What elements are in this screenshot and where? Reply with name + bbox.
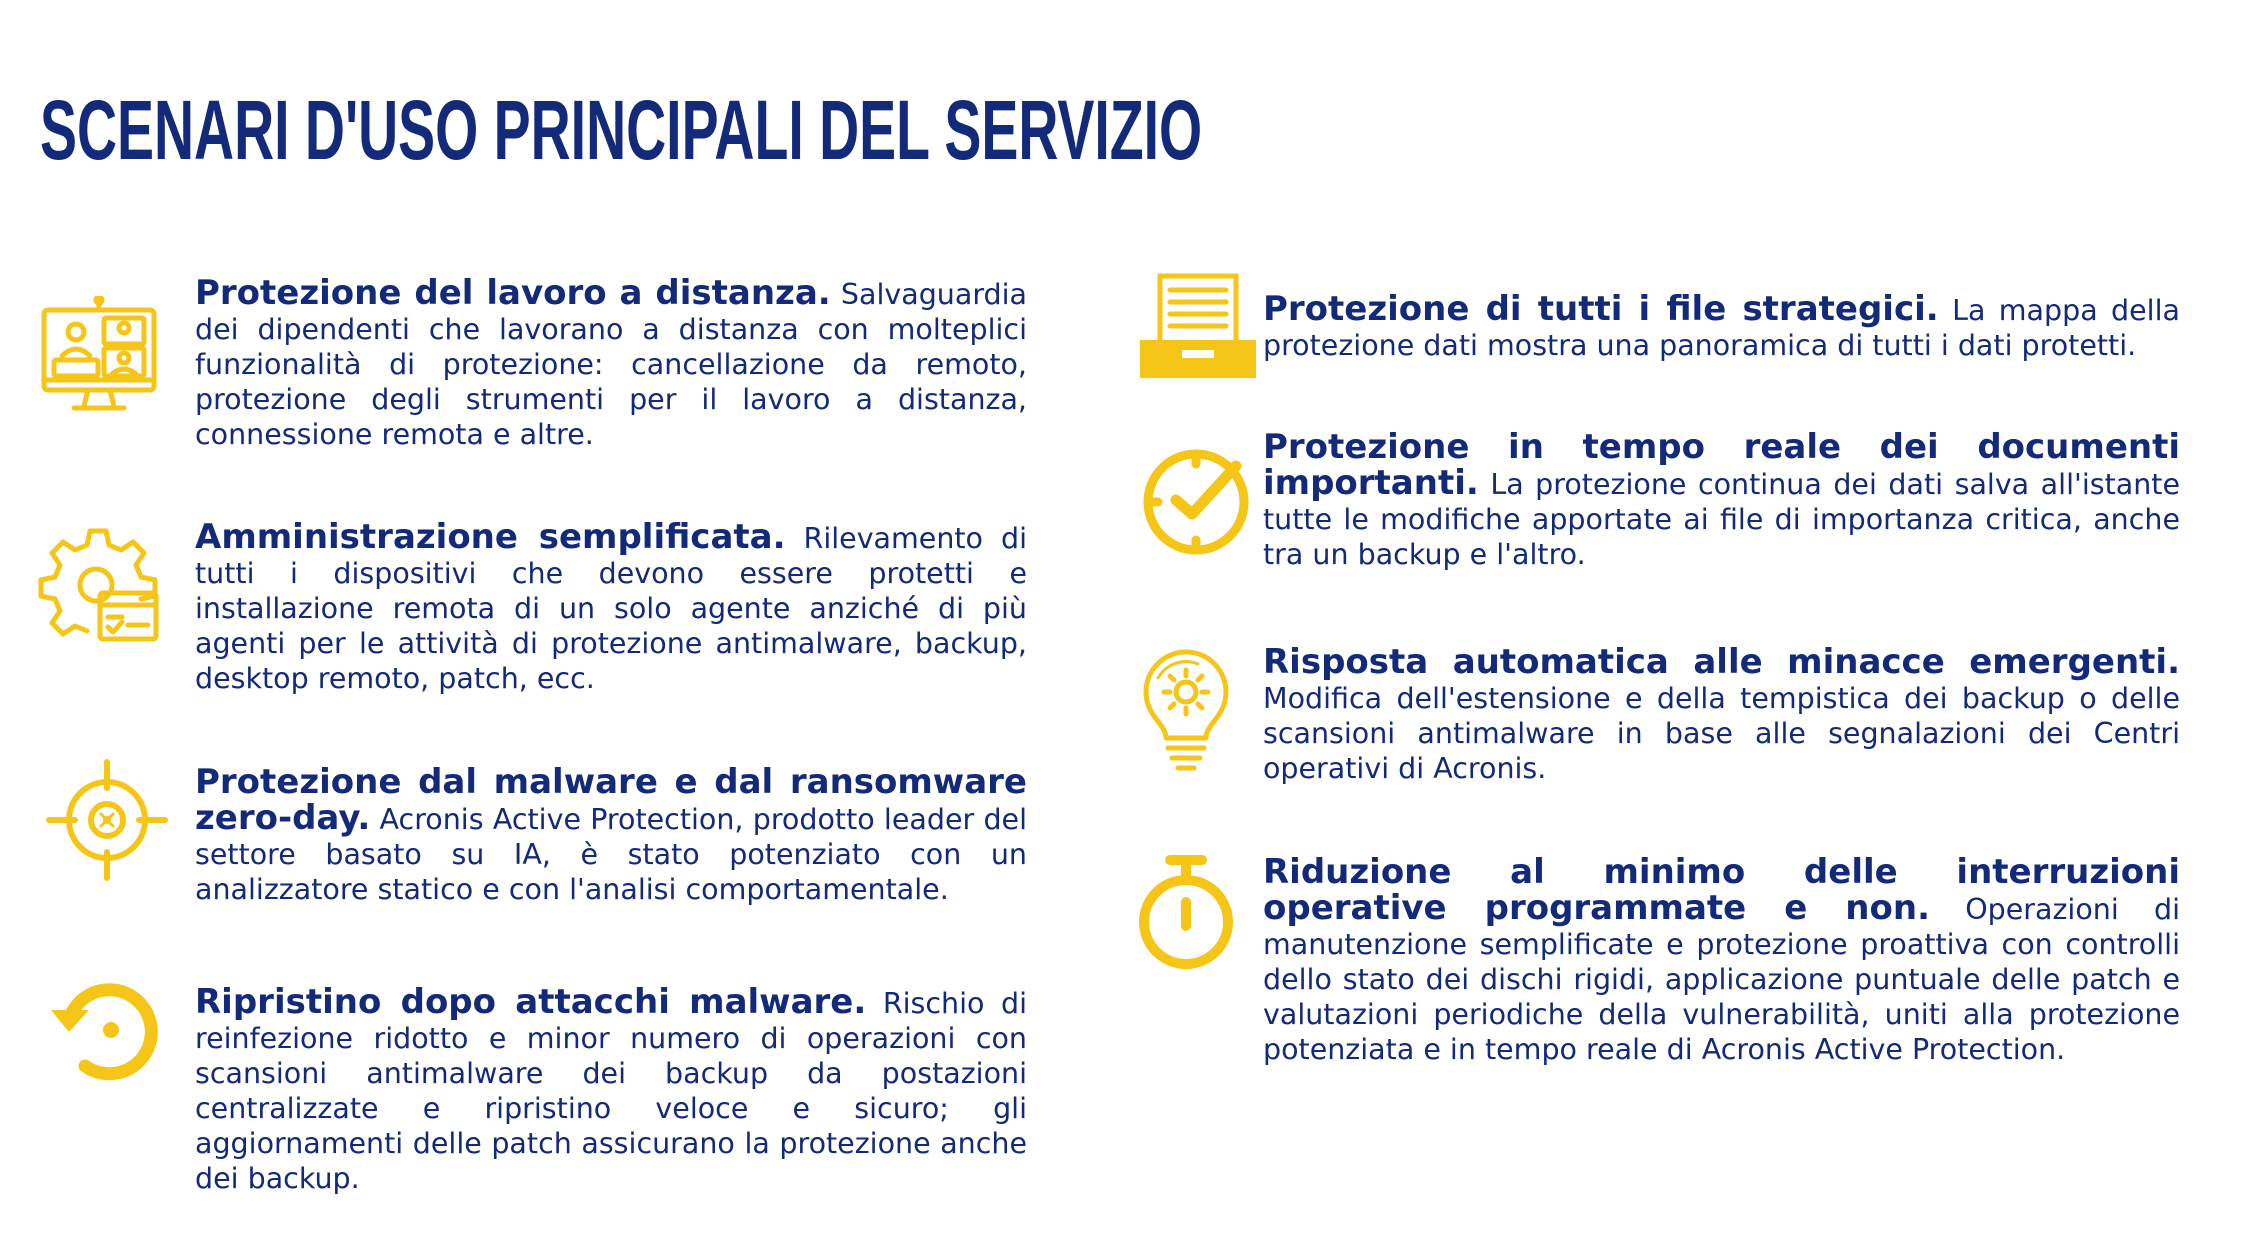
restore-icon	[45, 968, 169, 1092]
clock-check-icon	[1136, 438, 1260, 562]
feature-text	[1263, 427, 2180, 572]
feature-body: Salvaguardia dei dipendenti che lavorano a distanza con molteplici funzionalità di protezione: cancellazione da remoto, protezione degli strumenti per il lavoro a distanza, connessione remota e altre.	[195, 278, 1028, 451]
target-icon	[45, 758, 169, 882]
feature-text	[1263, 289, 2180, 363]
remote-work-icon	[38, 296, 162, 420]
feature-text	[1263, 642, 2180, 786]
feature-body: Modifica dell'estensione e della tempistica dei backup o delle scansioni antimalware in base alle segnalazioni dei Centri operativi di Acronis.	[1263, 682, 2180, 785]
feature-lead: Risposta automatica alle minacce emergenti.	[1263, 642, 2180, 682]
feature-body: Operazioni di manutenzione semplificate e protezione proattiva con controlli dello stato dei dischi rigidi, applicazione puntuale delle patch e valutazioni periodiche della vulnerabilità, uniti alla protezione potenziata e in tempo reale di Acronis Active Protection.	[1263, 893, 2180, 1066]
feature-body: Acronis Active Protection, prodotto leader del settore basato su IA, è stato potenziato con un analizzatore statico e con l'analisi comportamentale.	[195, 803, 1027, 906]
feature-text	[195, 762, 1027, 907]
feature-lead: Amministrazione semplificata.	[195, 517, 786, 557]
feature-text	[195, 517, 1027, 696]
feature-lead: Ripristino dopo attacchi malware.	[195, 982, 867, 1022]
feature-body: La protezione continua dei dati salva all'istante tutte le modifiche apportate ai file di importanza critica, anche tra un backup e l'altro.	[1263, 468, 2180, 571]
feature-text	[195, 982, 1027, 1196]
feature-body: Rischio di reinfezione ridotto e minor numero di operazioni con scansioni antimalware dei backup da postazioni centralizzate e ripristino veloce e sicuro; gli aggiornamenti delle patch assicurano la protezione anche dei backup.	[195, 987, 1027, 1195]
feature-body: La mappa della protezione dati mostra una panoramica di tutti i dati protetti.	[1263, 294, 2180, 362]
lightbulb-gear-icon	[1124, 648, 1248, 772]
feature-lead: Protezione di tutti i file strategici.	[1263, 289, 1939, 329]
feature-lead: Riduzione al minimo delle interruzioni operative programmate e non.	[1263, 852, 2180, 928]
feature-body: Rilevamento di tutti i dispositivi che devono essere protetti e installazione remota di un solo agente anziché di più agenti per le attività di protezione antimalware, backup, desktop remoto, patch, ecc.	[195, 522, 1027, 695]
feature-text	[195, 273, 1028, 452]
feature-lead: Protezione dal malware e dal ransomware zero-day.	[195, 762, 1027, 838]
file-archive-icon	[1136, 270, 1260, 394]
stopwatch-icon	[1124, 852, 1248, 976]
feature-text	[1263, 852, 2180, 1067]
feature-lead: Protezione del lavoro a distanza.	[195, 273, 831, 313]
page-title: SCENARI D'USO PRINCIPALI DEL SERVIZIO	[40, 83, 1203, 177]
feature-lead: Protezione in tempo reale dei documenti importanti.	[1263, 427, 2180, 503]
gear-settings-icon	[38, 525, 162, 649]
